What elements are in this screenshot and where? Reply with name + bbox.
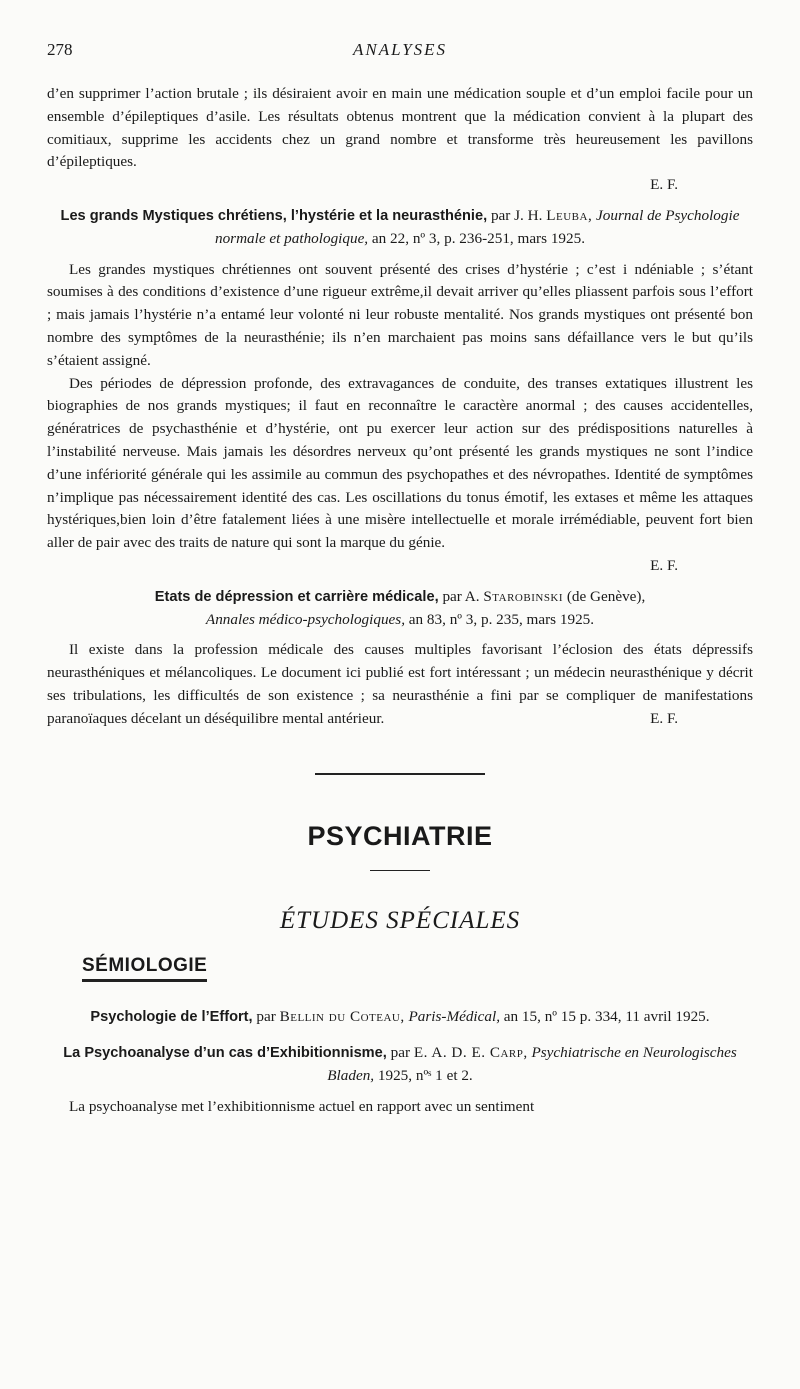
- review-paragraph: Des périodes de dépression profonde, des extravagances de conduite, des transes extatiques illustrent les biographies de nos grands mystiques; il faut en reconnaître le caractère anormal ; des causes accidentelles, génératrices de psychasthénie et d’hystérie, ont pu exercer leur action sur des prédispositions naturelles à l’instabilité nerveuse. Mais jamais les désordres nerveux qu’ont présenté les grands mystiques ne sont l’indice d’une infériorité générale qui les assimile au commun des psychopathes et des névropathes. Identité de symptômes n’implique pas nécessairement identité des cas. Les oscillations du tonus émotif, les extases et même les attaques hystériques,bien loin d’être fatalement liées à une misère intellectuelle et morale irrémédiable, peuvent fort bien aller de pair avec des traits de nature qui sont la marque du génie.: [47, 374, 753, 552]
- review-journal: Psychiatrische en Neurologisches Bladen,: [327, 1044, 737, 1085]
- rubric-title: SÉMIOLOGIE: [82, 955, 207, 982]
- review-paragraph: Les grandes mystiques chrétiennes ont souvent présenté des crises d’hystérie ; c’est i ndéniable ; s’étant soumises à des conditions d’existence d’une rigueur extrême,il devait arriver qu’elles pliassent parfois sous l’effort ; mais jamais l’hystérie n’a entamé leur volonté ni leur robuste mentalité. Nos grands mystiques ont présenté bon nombre des symptômes de la neurasthénie; ils n’en marchaient pas moins sans défaillance vers le but qu’ils s’étaient assigné.: [47, 260, 753, 369]
- review-author: E. A. D. E. Carp,: [413, 1044, 528, 1062]
- subsection-title: ÉTUDES SPÉCIALES: [279, 906, 521, 934]
- review-journal: Paris-Médical,: [408, 1007, 500, 1025]
- review-reference-depression: [47, 586, 753, 632]
- review-par: par: [256, 1007, 276, 1025]
- page-content: [47, 83, 753, 1119]
- review-title: Psychologie de l’Effort,: [90, 1008, 253, 1025]
- review-reference-effort: [47, 1006, 753, 1029]
- review-signature: E. F.: [650, 556, 678, 574]
- running-head: ANALYSES: [352, 40, 448, 59]
- review-reference-exhibitionnisme: [47, 1042, 753, 1088]
- page-header: [47, 40, 753, 70]
- review-title: Etats de dépression et carrière médicale,: [154, 588, 439, 605]
- review-journal: Journal de Psychologie normale et pathologique,: [214, 206, 740, 247]
- review-continuation-text: d’en supprimer l’action brutale ; ils désiraient avoir en main une médication souple et d’un emploi facile pour un ensemble d’épileptiques d’asile. Les résultats obtenus montrent que la médication convient à la plupart des comitiaux, supprime les accidents chez un grand nombre et transforme très heureusement les pavillons d’épileptiques.: [47, 85, 753, 171]
- section-title: PSYCHIATRIE: [307, 820, 493, 851]
- review-author: Leuba,: [546, 206, 593, 224]
- review-author: Bellin du Coteau,: [279, 1007, 405, 1025]
- review-details: 1925, nºˢ 1 et 2.: [377, 1067, 473, 1085]
- review-reference-mystiques: [47, 205, 753, 251]
- review-par: par A.: [442, 587, 480, 605]
- review-title: Les grands Mystiques chrétiens, l’hystérie et la neurasthénie,: [60, 207, 488, 224]
- review-journal: Annales médico-psychologiques,: [205, 610, 405, 628]
- review-par: par: [390, 1044, 411, 1062]
- review-author: Starobinski: [483, 587, 564, 605]
- review-text: Il existe dans la profession médicale des causes multiples favorisant l’éclosion des états dépressifs neurasthéniques et mélancoliques. Le document ici publié est fort intéressant ; un médecin neurasthénique y décrit ses tribulations, les difficultés de son existence ; sa neurasthénie a fini par se compliquer de manifestations paranoïaques décelant un déséquilibre mental antérieur.: [47, 641, 753, 727]
- review-signature: E. F.: [650, 176, 678, 194]
- page-number: 278: [47, 40, 73, 59]
- review-details: an 83, nº 3, p. 235, mars 1925.: [408, 610, 595, 628]
- review-par: par J. H.: [490, 206, 543, 224]
- review-signature: E. F.: [650, 709, 678, 727]
- review-paragraph: [47, 639, 753, 730]
- review-paragraph: La psychoanalyse met l’exhibitionnisme actuel en rapport avec un sentiment: [69, 1097, 535, 1115]
- review-origin: (de Genève),: [566, 587, 646, 605]
- review-details: an 15, nº 15 p. 334, 11 avril 1925.: [503, 1007, 710, 1025]
- review-details: an 22, nº 3, p. 236-251, mars 1925.: [371, 229, 585, 247]
- review-title: La Psychoanalyse d’un cas d’Exhibitionnisme,: [63, 1045, 387, 1062]
